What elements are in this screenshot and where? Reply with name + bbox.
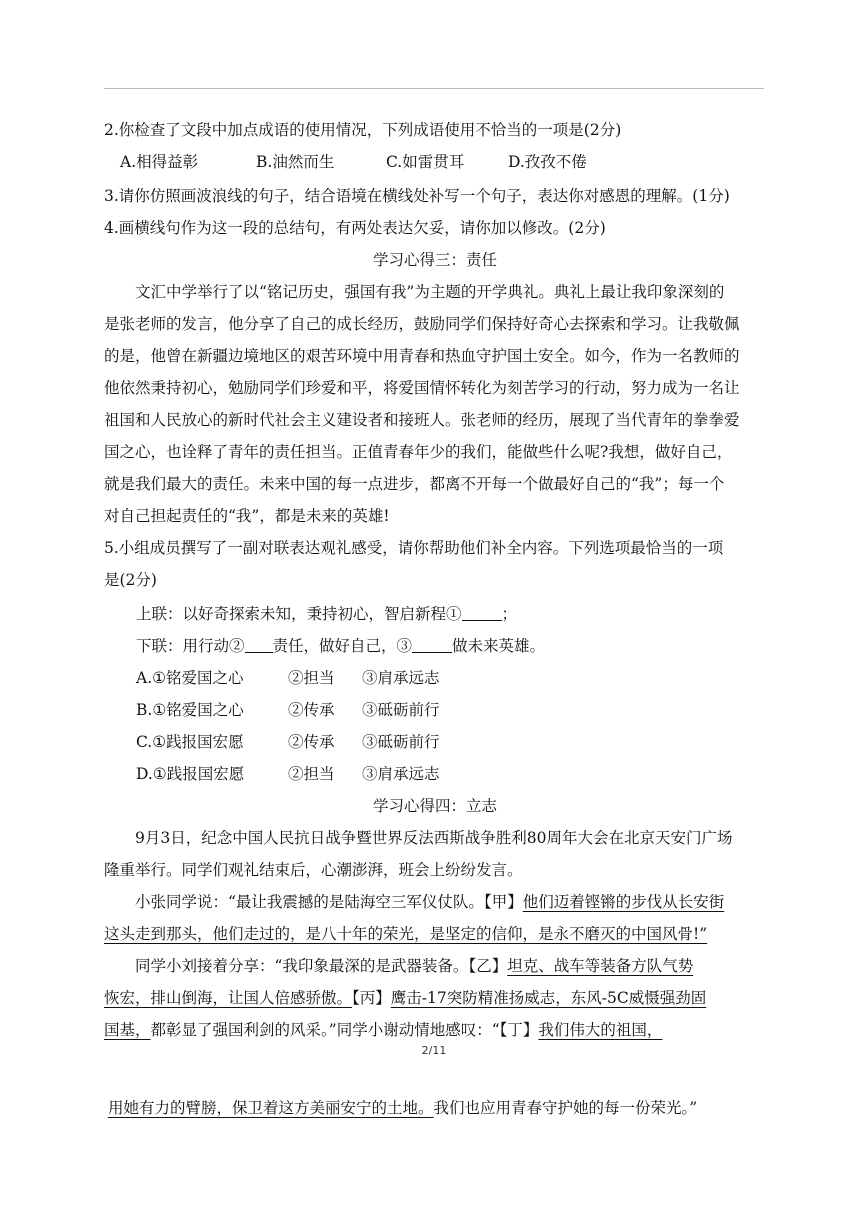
upper-blank-1[interactable] xyxy=(462,602,502,621)
mark-bing: 【丙】 xyxy=(352,989,391,1007)
section3-line-1: 文汇中学举行了以“铭记历史，强国有我”为主题的开学典礼。典礼上最让我印象深刻的 xyxy=(135,283,725,301)
option-c-part3: ③砥砺前行 xyxy=(362,733,440,751)
section4-p4-line xyxy=(108,1092,770,1124)
option-b-part1: B.①铭爱国之心 xyxy=(136,701,244,719)
q3-stem: 3.请你仿照画波浪线的句子，结合语境在横线处补写一个句子，表达你对感恩的理解。(1分) xyxy=(104,187,730,205)
q2-option-a: A.相得益彰 xyxy=(120,153,199,171)
option-c-part1: C.①践报国宏愿 xyxy=(136,733,244,751)
mark-jia: 【甲】 xyxy=(483,893,523,911)
section4-p3-line-1 xyxy=(135,950,766,982)
lower-couplet-text: 下联：用行动② xyxy=(136,637,245,655)
q5-stem-line-1: 5.小组成员撰写了一副对联表达观礼感受，请你帮助他们补全内容。下列选项最恰当的一项 xyxy=(104,539,724,557)
q2-options xyxy=(120,146,782,178)
header-rule xyxy=(104,88,764,89)
section3-line-8: 对自己担起责任的“我”，都是未来的英雄! xyxy=(104,507,390,525)
upper-couplet-end: ； xyxy=(501,605,518,623)
section3-line-6: 国之心，也诠释了青年的责任担当。正值青春年少的我们，能做些什么呢?我想，做好自己， xyxy=(104,443,733,461)
p3-underlined-1: 坦克、战车等装备方队气势 xyxy=(507,957,694,975)
q5-option-b xyxy=(136,694,798,726)
option-c-part2: ②传承 xyxy=(288,733,335,751)
q4-stem: 4.画横线句作为这一段的总结句，有两处表达欠妥，请你加以修改。(2分) xyxy=(104,219,606,237)
q5-lower-couplet xyxy=(136,630,798,662)
mark-yi: 【乙】 xyxy=(468,957,508,975)
section3-line-5: 祖国和人民放心的新时代社会主义建设者和接班人。张老师的经历，展现了当代青年的拳拳爱 xyxy=(104,411,740,429)
option-a-part1: A.①铭爱国之心 xyxy=(136,669,244,687)
section3-line-3: 的是，他曾在新疆边境地区的艰苦环境中用青春和热血守护国土安全。如今，作为一名教师的 xyxy=(104,347,740,365)
q5-option-c xyxy=(136,726,798,758)
q2-option-d: D.孜孜不倦 xyxy=(508,153,587,171)
option-d-part3: ③肩承远志 xyxy=(362,765,440,783)
p3-tail: 都彰显了强国利剑的风采。”同学小谢动情地感叹：“ xyxy=(150,1021,500,1039)
q2-option-c: C.如雷贯耳 xyxy=(386,153,465,171)
section3-line-4: 他依然秉持初心，勉励同学们珍爱和平，将爱国情怀转化为刻苦学习的行动，努力成为一名让 xyxy=(104,379,740,397)
mark-ding: 【丁】 xyxy=(499,1021,539,1039)
lower-blank-2[interactable] xyxy=(245,634,273,653)
option-b-part2: ②传承 xyxy=(288,701,335,719)
section4-heading: 学习心得四：立志 xyxy=(372,797,497,815)
p2-underlined-1: 他们迈着铿锵的步伐从长安街 xyxy=(522,893,725,911)
q2-option-b: B.油然而生 xyxy=(256,153,335,171)
option-d-part2: ②担当 xyxy=(288,765,335,783)
q2-stem: 2.你检查了文段中加点成语的使用情况，下列成语使用不恰当的一项是(2分) xyxy=(104,121,622,139)
lower-couplet-mid: 责任，做好自己，③ xyxy=(272,637,413,655)
option-a-part3: ③肩承远志 xyxy=(362,669,440,687)
section4-p1-line-2: 隆重举行。同学们观礼结束后，心潮澎湃，班会上纷纷发言。 xyxy=(104,861,523,879)
option-b-part3: ③砥砺前行 xyxy=(362,701,440,719)
section3-line-7: 就是我们最大的责任。未来中国的每一点进步，都离不开每一个做最好自己的“我”；每一个 xyxy=(104,475,725,493)
section4-p2-line-1 xyxy=(135,886,766,918)
p3-lead: 同学小刘接着分享：“我印象最深的是武器装备。 xyxy=(135,957,469,975)
section4-p3-line-2 xyxy=(104,982,766,1014)
p4-underlined: 用她有力的臂膀，保卫着这方美丽安宁的土地。 xyxy=(108,1099,434,1117)
p3-underlined-2: 恢宏，排山倒海，让国人倍感骄傲。 xyxy=(104,989,353,1007)
section4-p1-line-1: 9月3日，纪念中国人民抗日战争暨世界反法西斯战争胜利80周年大会在北京天安门广场 xyxy=(135,829,733,847)
p3-underlined-3: 鹰击-17突防精准扬威志，东风-5C威慑强劲固 xyxy=(390,989,707,1007)
section4-p2-line-2 xyxy=(104,918,766,950)
lower-blank-3[interactable] xyxy=(412,634,452,653)
page-number: 2/11 xyxy=(421,1044,447,1057)
p3-underlined-5: 我们伟大的祖国， xyxy=(538,1021,663,1039)
section4-p3-line-3 xyxy=(104,1014,766,1046)
q5-option-d xyxy=(136,758,798,790)
upper-couplet-text: 上联：以好奇探索未知，秉持初心，智启新程① xyxy=(136,605,462,623)
section3-line-2: 是张老师的发言，他分享了自己的成长经历，鼓励同学们保持好奇心去探索和学习。让我敬佩 xyxy=(104,315,740,333)
section3-heading: 学习心得三：责任 xyxy=(372,251,497,269)
lower-couplet-end: 做未来英雄。 xyxy=(452,637,546,655)
q5-option-a xyxy=(136,662,798,694)
p2-lead: 小张同学说：“最让我震撼的是陆海空三军仪仗队。 xyxy=(135,893,484,911)
option-d-part1: D.①践报国宏愿 xyxy=(136,765,245,783)
q5-stem-line-2: 是(2分) xyxy=(104,571,157,589)
p2-underlined-2: 这头走到那头，他们走过的，是八十年的荣光，是坚定的信仰，是永不磨灭的中国风骨!” xyxy=(104,925,708,943)
option-a-part2: ②担当 xyxy=(288,669,335,687)
q5-upper-couplet xyxy=(136,598,798,630)
p4-tail: 我们也应用青春守护她的每一份荣光。” xyxy=(433,1099,698,1117)
p3-underlined-4: 国基， xyxy=(104,1021,151,1039)
